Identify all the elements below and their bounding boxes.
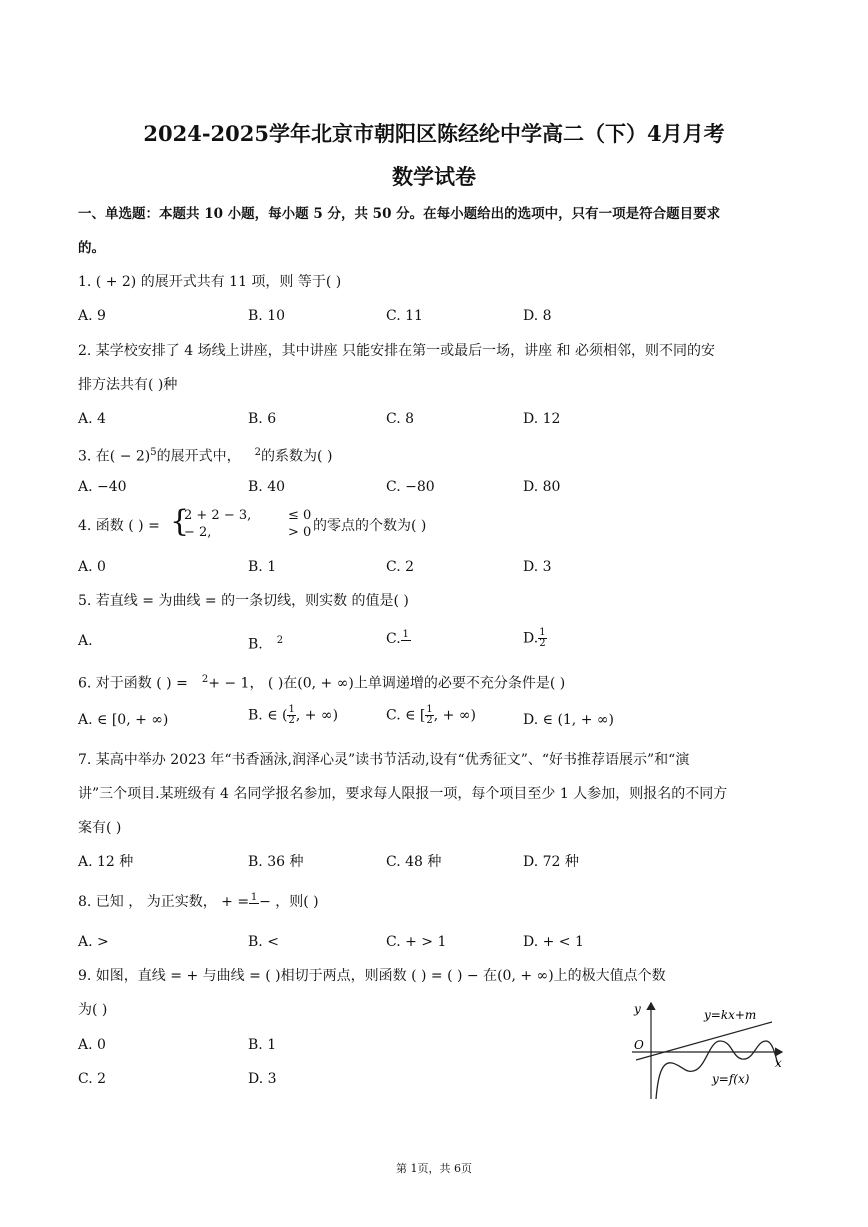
q2-option-c: C. 8 — [386, 411, 415, 427]
q5-option-d-num: 1 — [539, 627, 546, 638]
q4-cond-1: ≤ 0 — [288, 508, 312, 523]
q5-option-d — [523, 628, 547, 649]
q4-cond-2: > 0 — [288, 525, 312, 540]
q3-option-b: B. 40 — [248, 479, 286, 495]
q8-option-c: C. + > 1 — [386, 934, 447, 950]
q1-option-c: C. 11 — [386, 308, 423, 324]
q3-power: 2 — [254, 447, 262, 458]
q5-option-b-sup: 2 — [276, 635, 284, 646]
q5-stem: 5. 若直线 = 为曲线 = 的一条切线，则实数 的值是( ) — [78, 593, 409, 609]
q3-exponent: 5 — [150, 447, 157, 458]
q4-option-a: A. 0 — [78, 559, 106, 575]
q5-option-c — [386, 630, 411, 651]
y-axis-label: y — [634, 1002, 641, 1016]
q9-option-a: A. 0 — [78, 1037, 106, 1053]
q6-option-b — [248, 705, 338, 726]
q8-stem — [78, 893, 319, 914]
q3-option-a: A. −40 — [78, 479, 127, 495]
q7-stem-cont-1: 讲”三个项目.某班级有 4 名同学报名参加，要求每人限报一项，每个项目至少 1 人参加，则报名的不同方 — [78, 786, 728, 802]
q4-stem: 4. 函数 ( ) = — [78, 518, 160, 534]
q6-option-b-den: 2 — [288, 715, 295, 726]
q6-option-c — [386, 705, 476, 726]
q5-option-b-label: B. — [248, 636, 263, 653]
q6-option-c-num: 1 — [426, 704, 433, 715]
q1-option-b: B. 10 — [248, 308, 286, 324]
q6-option-c-pre: C. ∈ [ — [386, 707, 426, 724]
q7-option-c: C. 48 种 — [386, 854, 442, 870]
q6-option-d: D. ∈ (1, + ∞) — [523, 712, 615, 728]
q7-option-a: A. 12 种 — [78, 854, 134, 870]
q7-stem: 7. 某高中举办 2023 年“书香涵泳,润泽心灵”读书节活动,设有“优秀征文”、“好书推荐语展示”和“演 — [78, 752, 690, 768]
q6-sup: 2 — [201, 674, 209, 685]
q3-option-c: C. −80 — [386, 479, 435, 495]
q6-option-b-post: , + ∞) — [295, 707, 339, 724]
q2-option-b: B. 6 — [248, 411, 277, 427]
q5-option-c-num: 1 — [402, 629, 409, 640]
q5-option-a: A. — [78, 633, 93, 649]
q4-brace: { — [170, 504, 190, 539]
q3-stem-part1: 3. 在( − 2) — [78, 448, 151, 465]
q7-stem-cont-2: 案有( ) — [78, 820, 122, 836]
q6-option-b-pre: B. ∈ ( — [248, 707, 288, 724]
q9-stem: 9. 如图，直线 = + 与曲线 = ( )相切于两点，则函数 ( ) = ( ) − 在(0, + ∞)上的极大值点个数 — [78, 968, 666, 984]
q2-option-d: D. 12 — [523, 411, 561, 427]
q5-option-d-den: 2 — [539, 638, 546, 649]
q6-option-a: A. ∈ [0, + ∞) — [78, 712, 169, 728]
exam-title: 2024-2025学年北京市朝阳区陈经纶中学高二（下）4月月考 — [143, 121, 725, 146]
curve-label: y=f(x) — [712, 1072, 750, 1086]
q6-option-b-num: 1 — [288, 704, 295, 715]
q9-option-b: B. 1 — [248, 1037, 277, 1053]
page-footer: 第 1页，共 6页 — [396, 1162, 472, 1175]
q1-option-d: D. 8 — [523, 308, 552, 324]
x-axis-label: x — [775, 1056, 782, 1070]
q2-stem: 2. 某学校安排了 4 场线上讲座，其中讲座 只能安排在第一或最后一场，讲座 和 必须相邻，则不同的安 — [78, 343, 715, 359]
section-heading: 一、单选题：本题共 10 小题，每小题 5 分，共 50 分。在每小题给出的选项中，只有一项是符合题目要求 — [78, 206, 721, 222]
q8-stem-part1: 8. 已知 ， 为正实数， + = — [78, 894, 250, 910]
q2-stem-cont: 排方法共有( )种 — [78, 377, 178, 393]
q4-piece-1: 2 + 2 − 3, — [184, 508, 252, 523]
q8-frac-num: 1 — [250, 892, 258, 903]
q9-option-d: D. 3 — [248, 1071, 277, 1087]
q4-option-b: B. 1 — [248, 559, 277, 575]
q6-stem — [78, 671, 565, 693]
q8-option-a: A. > — [78, 934, 109, 950]
q8-option-b: B. < — [248, 934, 279, 950]
q6-option-c-post: , + ∞) — [433, 707, 476, 724]
exam-subtitle: 数学试卷 — [392, 164, 476, 189]
q8-option-d: D. + < 1 — [523, 934, 584, 950]
q6-option-c-den: 2 — [426, 715, 433, 726]
q8-stem-part2: − ，则( ) — [259, 894, 319, 910]
q5-option-c-label: C. — [386, 631, 401, 647]
q4-option-d: D. 3 — [523, 559, 552, 575]
q3-stem-part2: 的展开式中， — [156, 448, 241, 465]
q4-stem-cont: 的零点的个数为( ) — [313, 518, 427, 534]
q1-stem: 1. ( + 2) 的展开式共有 11 项，则 等于( ) — [78, 274, 342, 290]
q3-stem-part3: 的系数为( ) — [261, 448, 333, 465]
q9-figure — [620, 995, 790, 1105]
q9-stem-cont: 为( ) — [78, 1002, 108, 1018]
q6-stem-part1: 6. 对于函数 ( ) = — [78, 675, 188, 692]
q2-option-a: A. 4 — [78, 411, 106, 427]
q7-option-b: B. 36 种 — [248, 854, 304, 870]
q5-option-d-label: D. — [523, 630, 539, 647]
q6-stem-part2: + − 1， ( )在(0, + ∞)上单调递增的必要不充分条件是( ) — [208, 675, 566, 692]
q3-stem — [78, 444, 332, 466]
origin-label: O — [634, 1038, 644, 1052]
q3-option-d: D. 80 — [523, 479, 561, 495]
q9-option-c: C. 2 — [78, 1071, 107, 1087]
q7-option-d: D. 72 种 — [523, 854, 579, 870]
section-heading-cont: 的。 — [78, 240, 105, 256]
q1-option-a: A. 9 — [78, 308, 106, 324]
q4-option-c: C. 2 — [386, 559, 415, 575]
line-label: y=kx+m — [704, 1008, 757, 1022]
q5-option-b — [248, 632, 283, 654]
q4-piece-2: − 2, — [184, 525, 212, 540]
